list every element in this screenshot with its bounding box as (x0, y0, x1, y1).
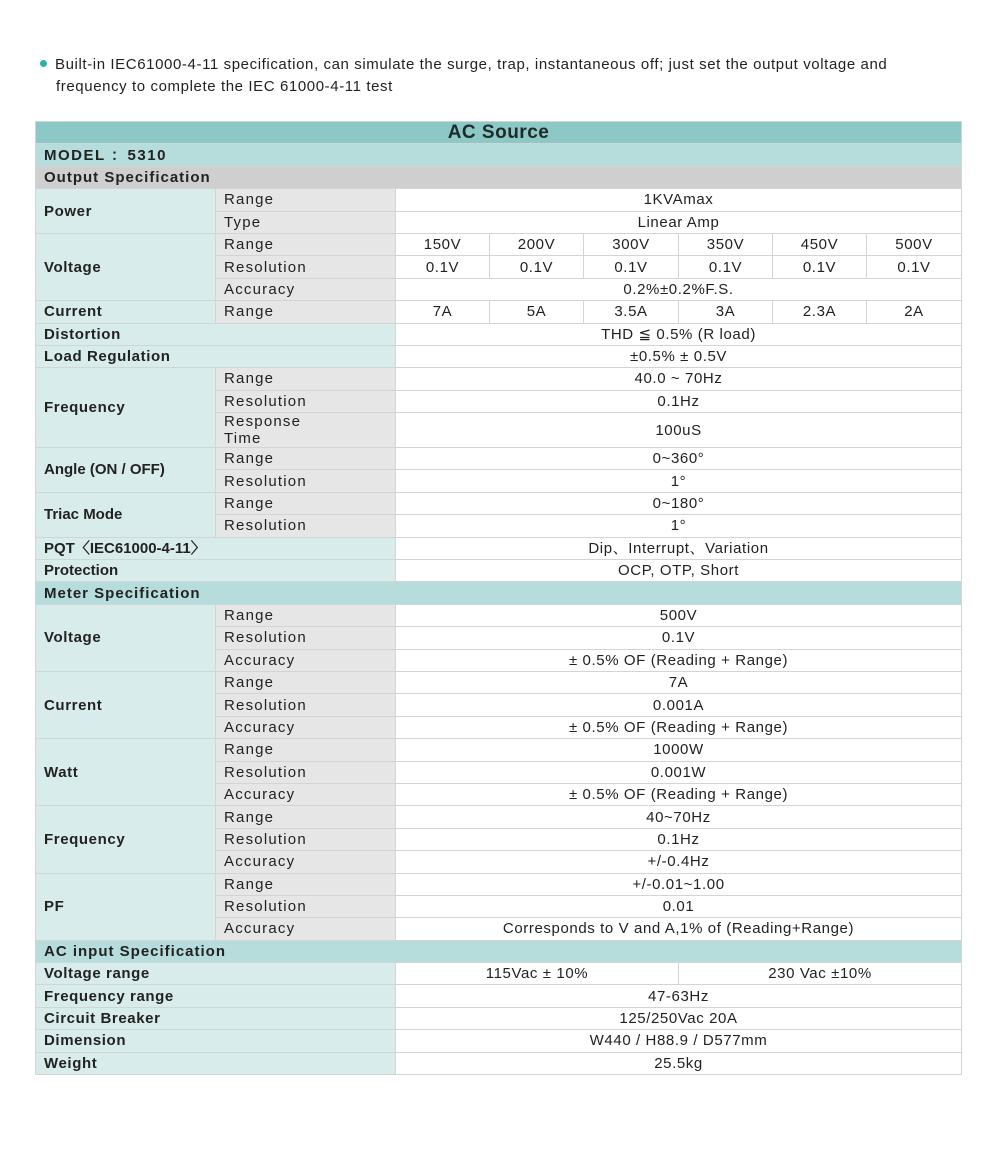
cell-value: 5A (490, 301, 584, 323)
row-label-meter-voltage: Voltage (36, 604, 216, 671)
table-row (36, 873, 962, 895)
table-row (36, 323, 962, 345)
row-label-circuit-breaker: Circuit Breaker (36, 1007, 396, 1029)
row-label-distortion: Distortion (36, 323, 396, 345)
cell-value: 0.1Hz (396, 390, 962, 412)
cell-value: 350V (679, 233, 773, 255)
row-label-voltage: Voltage (36, 233, 216, 300)
cell-value: 0.001A (396, 694, 962, 716)
intro-line-2: frequency to complete the IEC 61000-4-11 test (56, 78, 393, 95)
table-row (36, 604, 962, 626)
sub-label: Accuracy (216, 278, 396, 300)
sub-label: Range (216, 873, 396, 895)
cell-value: ± 0.5% OF (Reading + Range) (396, 716, 962, 738)
row-label-protection: Protection (36, 560, 396, 582)
cell-value: 0.001W (396, 761, 962, 783)
cell-value: 40~70Hz (396, 806, 962, 828)
model-label: MODEL ：5310 (36, 144, 962, 166)
sub-label: Resolution (216, 256, 396, 278)
cell-value: ± 0.5% OF (Reading + Range) (396, 649, 962, 671)
row-label-power: Power (36, 189, 216, 234)
row-label-voltage-range: Voltage range (36, 963, 396, 985)
cell-value: Corresponds to V and A,1% of (Reading+Range) (396, 918, 962, 940)
row-label-meter-frequency: Frequency (36, 806, 216, 873)
cell-value: 0.1V (679, 256, 773, 278)
cell-value: 2.3A (773, 301, 867, 323)
cell-value: 125/250Vac 20A (396, 1007, 962, 1029)
cell-value: THD ≦ 0.5% (R load) (396, 323, 962, 345)
cell-value: 450V (773, 233, 867, 255)
bullet-dot-icon (40, 60, 47, 67)
row-label-dimension: Dimension (36, 1030, 396, 1052)
table-row (36, 537, 962, 559)
table-row (36, 985, 962, 1007)
cell-value: 0~180° (396, 492, 962, 514)
sub-label: Resolution (216, 515, 396, 537)
cell-value: 0.1V (396, 627, 962, 649)
cell-value: OCP, OTP, Short (396, 560, 962, 582)
section-header-ac-input: AC input Specification (36, 940, 962, 962)
table-row (36, 1030, 962, 1052)
table-row (36, 671, 962, 693)
sub-label: Resolution (216, 694, 396, 716)
cell-value: 1° (396, 470, 962, 492)
table-title-row (36, 122, 962, 144)
cell-value: 0.2%±0.2%F.S. (396, 278, 962, 300)
cell-value: 0~360° (396, 448, 962, 470)
table-row (36, 189, 962, 211)
cell-value: 47-63Hz (396, 985, 962, 1007)
sub-label: Resolution (216, 470, 396, 492)
row-label-angle: Angle (ON / OFF) (36, 448, 216, 493)
row-label-load-regulation: Load Regulation (36, 345, 396, 367)
sub-label: Range (216, 233, 396, 255)
intro-text (40, 54, 965, 98)
sub-label: Range (216, 492, 396, 514)
row-label-frequency: Frequency (36, 368, 216, 448)
sub-label: Range (216, 368, 396, 390)
sub-label: Resolution (216, 390, 396, 412)
row-label-meter-current: Current (36, 671, 216, 738)
cell-value: 3A (679, 301, 773, 323)
sub-label: Range (216, 448, 396, 470)
sub-label: Accuracy (216, 918, 396, 940)
sub-label: Resolution (216, 627, 396, 649)
intro-line-1: Built-in IEC61000-4-11 specification, can simulate the surge, trap, instantaneous off; just set the output voltage and (40, 54, 965, 76)
row-label-weight: Weight (36, 1052, 396, 1074)
cell-value: 100uS (396, 413, 962, 448)
table-row (36, 448, 962, 470)
row-label-triac-mode: Triac Mode (36, 492, 216, 537)
sub-label: Resolution (216, 761, 396, 783)
table-row (36, 1052, 962, 1074)
sub-label: Type (216, 211, 396, 233)
cell-value: 2A (867, 301, 962, 323)
table-row (36, 1007, 962, 1029)
sub-label: Range (216, 671, 396, 693)
cell-value: 0.1Hz (396, 828, 962, 850)
cell-value: Linear Amp (396, 211, 962, 233)
cell-value: 0.1V (396, 256, 490, 278)
sub-label: Accuracy (216, 649, 396, 671)
table-row (36, 492, 962, 514)
section-header-meter: Meter Specification (36, 582, 962, 604)
sub-label: Resolution (216, 828, 396, 850)
cell-value: W440 / H88.9 / D577mm (396, 1030, 962, 1052)
sub-label: Accuracy (216, 783, 396, 805)
cell-value: 7A (396, 301, 490, 323)
cell-value: ±0.5% ± 0.5V (396, 345, 962, 367)
cell-value: 7A (396, 671, 962, 693)
cell-value: 200V (490, 233, 584, 255)
cell-value: 3.5A (584, 301, 679, 323)
table-row (36, 233, 962, 255)
table-row (36, 806, 962, 828)
spec-table (35, 121, 962, 1075)
cell-value: ± 0.5% OF (Reading + Range) (396, 783, 962, 805)
section-header-output: Output Specification (36, 166, 962, 188)
sub-label: Range (216, 189, 396, 211)
table-row (36, 368, 962, 390)
cell-value: 0.1V (490, 256, 584, 278)
cell-value: 300V (584, 233, 679, 255)
cell-value: +/-0.01~1.00 (396, 873, 962, 895)
cell-value: +/-0.4Hz (396, 851, 962, 873)
cell-value: 0.1V (867, 256, 962, 278)
cell-value: 1KVAmax (396, 189, 962, 211)
row-label-meter-watt: Watt (36, 739, 216, 806)
table-row (36, 739, 962, 761)
cell-value: 1° (396, 515, 962, 537)
sub-label: Range (216, 604, 396, 626)
sub-label: Range (216, 739, 396, 761)
sub-label: Resolution (216, 895, 396, 917)
row-label-meter-pf: PF (36, 873, 216, 940)
row-label-frequency-range: Frequency range (36, 985, 396, 1007)
sub-label-response-time: Response Time (216, 413, 396, 448)
cell-value: 1000W (396, 739, 962, 761)
cell-value: 230 Vac ±10% (679, 963, 962, 985)
cell-value: 150V (396, 233, 490, 255)
table-row (36, 301, 962, 323)
sub-label: Accuracy (216, 716, 396, 738)
cell-value: 25.5kg (396, 1052, 962, 1074)
sub-label: Accuracy (216, 851, 396, 873)
cell-value: 0.1V (773, 256, 867, 278)
cell-value: 0.01 (396, 895, 962, 917)
cell-value: 0.1V (584, 256, 679, 278)
cell-value: 500V (396, 604, 962, 626)
row-label-pqt: PQT〈IEC61000-4-11〉 (36, 537, 396, 559)
row-label-current: Current (36, 301, 216, 323)
model-row (36, 144, 962, 166)
cell-value: 500V (867, 233, 962, 255)
table-row (36, 345, 962, 367)
sub-label: Range (216, 301, 396, 323)
cell-value: 115Vac ± 10% (396, 963, 679, 985)
table-row (36, 963, 962, 985)
cell-value: 40.0 ~ 70Hz (396, 368, 962, 390)
table-title: AC Source (36, 122, 962, 144)
cell-value: Dip、Interrupt、Variation (396, 537, 962, 559)
sub-label: Range (216, 806, 396, 828)
table-row (36, 560, 962, 582)
